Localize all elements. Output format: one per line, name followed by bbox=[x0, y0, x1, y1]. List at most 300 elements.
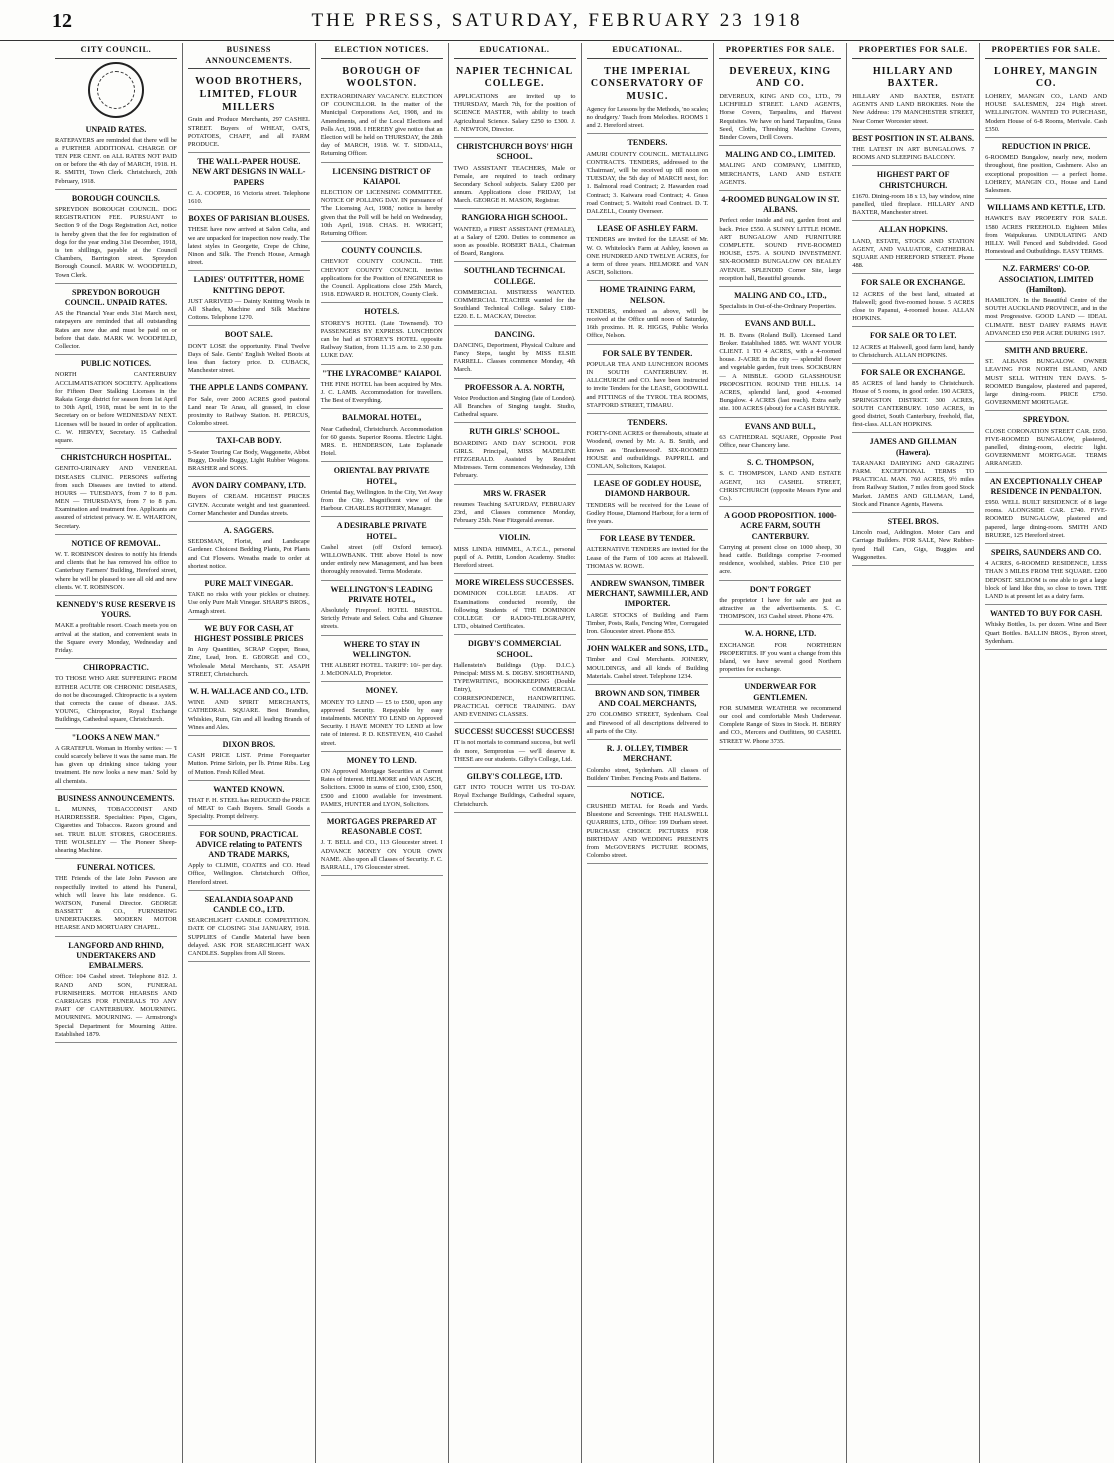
advertisement bbox=[719, 418, 841, 455]
ad-headline: JOHN WALKER and SONS, LTD., bbox=[586, 644, 709, 654]
advertisement bbox=[587, 220, 709, 281]
advertisement bbox=[587, 740, 709, 787]
advertisement bbox=[454, 529, 576, 574]
ad-headline: N.Z. FARMERS' CO-OP. ASSOCIATION, LIMITED (Hamilton). bbox=[998, 264, 1094, 294]
ad-headline: CHRISTCHURCH BOYS' HIGH SCHOOL. bbox=[456, 142, 573, 162]
ad-body: Specialists in Out-of-the-Ordinary Properties. bbox=[719, 303, 837, 311]
column-heading: CITY COUNCIL. bbox=[55, 45, 177, 59]
advertisement bbox=[55, 190, 177, 284]
advertisement bbox=[985, 199, 1107, 260]
ad-body: S. C. THOMPSON, LAND AND ESTATE AGENT, 163 CASHEL STREET, CHRISTCHURCH (opposite Messrs Fyne and Co.). bbox=[719, 470, 842, 502]
advertisement bbox=[321, 636, 443, 683]
ad-headline: MONEY TO LEND. bbox=[346, 755, 417, 765]
advertisement bbox=[55, 449, 177, 535]
ad-headline: BALMORAL HOTEL, bbox=[342, 413, 422, 423]
ad-headline: DON'T FORGET bbox=[749, 584, 811, 594]
ad-body: £950. WELL BUILT RESIDENCE of 8 large rooms. ALONGSIDE CAR. £740. FIVE-ROOMED BUNGALOW, plastered and papered, large dining-room. SMITH AND BRUERE, 125 Hereford street. bbox=[985, 499, 1107, 539]
ad-body: MISS LINDA HIMMEL, A.T.C.L., personal pupil of A. Pettitt, London Academy. Studio: Hereford street. bbox=[453, 545, 576, 569]
advertisement bbox=[587, 530, 709, 575]
advertisement bbox=[321, 581, 443, 636]
ad-headline: SMITH AND BRUERE. bbox=[1004, 346, 1088, 356]
advertisement bbox=[188, 826, 310, 891]
advertisement bbox=[454, 423, 576, 484]
ad-headline: W. H. WALLACE AND CO., LTD. bbox=[189, 686, 309, 696]
advertisement bbox=[985, 544, 1107, 605]
advertisement bbox=[719, 146, 841, 191]
advertisement bbox=[719, 287, 841, 315]
ad-headline: GILBY'S COLLEGE, LTD. bbox=[466, 771, 563, 781]
ad-body: FORTY-ONE ACRES or thereabouts, situate at Woodend, owned by Mr. A. B. Smith, and known as 'Brackenwood'. SIX-ROOMED HOUSE and outbuildings. PAPPRILL and CONLAN, Solicitors, Kaiapoi. bbox=[586, 430, 709, 470]
ad-headline: CHIROPRACTIC. bbox=[83, 663, 149, 673]
advertisement bbox=[321, 242, 443, 303]
ad-headline: LADIES' OUTFITTER, HOME KNITTING DEPOT. bbox=[193, 275, 305, 295]
page-number: 12 bbox=[52, 10, 72, 32]
ad-headline: FOR SALE BY TENDER. bbox=[602, 348, 693, 358]
ad-headline: PURE MALT VINEGAR. bbox=[204, 578, 294, 588]
advertisement bbox=[55, 937, 177, 1043]
ad-headline: ORIENTAL BAY PRIVATE HOTEL, bbox=[333, 466, 430, 486]
ad-headline: DIGBY'S COMMERCIAL SCHOOL. bbox=[468, 639, 562, 659]
ad-headline: AVON DAIRY COMPANY, LTD. bbox=[191, 481, 306, 491]
advertisement bbox=[188, 736, 310, 781]
advertisement bbox=[985, 260, 1107, 342]
advertisement bbox=[321, 682, 443, 751]
advertisement bbox=[188, 210, 310, 271]
advertisement bbox=[985, 342, 1107, 411]
column-heading: ELECTION NOTICES. bbox=[321, 45, 443, 59]
ad-body: CRUSHED METAL for Roads and Yards. Bluestone and Screenings. THE HALSWELL QUARRIES, LTD., Office: 199 Durham street. PURCHASE CHOICE PICTURES FOR BIRTHDAY AND WEDDING PRESENTS from McGOVERN'S PICTURE ROOMS, Colombo street. bbox=[586, 803, 709, 860]
ad-body: Carrying at present close on 1000 sheep, 30 head cattle. Buildings comprise 7-roomed residence, woolshed, stables. Price £10 per acre. bbox=[719, 543, 842, 576]
advertisement bbox=[587, 787, 709, 865]
ad-headline: WELLINGTON'S LEADING PRIVATE HOTEL, bbox=[330, 584, 433, 604]
ad-body: AMURI COUNTY COUNCIL. METALLING CONTRACTS. TENDERS, addressed to the 'Chairman', will be received up till noon on TUESDAY, the 5th day of MARCH next, for: 1. Balmoral road Contract; 2. Hawarden road Contract; 3. Kaiwara road Contract; 4. Grass road Contract; 5. Waitohi road Contract. D. T. DALZELL, County Overseer. bbox=[586, 150, 709, 215]
ad-body: HILLARY AND BAXTER, ESTATE AGENTS AND LAND BROKERS. Note the New Address: 179 MANCHESTER STREET, Near Corner Worcester street. bbox=[852, 93, 975, 125]
advertisement bbox=[55, 859, 177, 937]
ad-headline: MALING AND CO., LIMITED. bbox=[725, 150, 836, 160]
ad-body: A GRATEFUL Woman in Hornby writes: — 'I could scarcely believe it was the same man. He has given up drinking since taking your treatment. He now looks a new man.' Sold by all chemists. bbox=[55, 744, 177, 785]
ad-body: CHEVIOT COUNTY COUNCIL. THE CHEVIOT COUNTY COUNCIL invites applications for the Position of ENGINEER to the Council. Applications close 25th March, 1918. EDWARD R. HOLTON, County Clerk. bbox=[320, 258, 443, 299]
advertisement bbox=[321, 303, 443, 364]
ad-headline: FOR SALE OR EXCHANGE. bbox=[861, 278, 966, 288]
ad-body: Absolutely Fireproof. HOTEL BRISTOL. Strictly Private and Select. Cuba and Ghuznee streets. bbox=[320, 607, 443, 631]
ad-body: Voice Production and Singing (late of London). All Branches of Singing taught. Studio, Cathedral square. bbox=[453, 394, 576, 419]
ad-headline: LOHREY, MANGIN CO. bbox=[993, 65, 1099, 90]
ad-headline: KENNEDY'S RUSE RESERVE IS YOURS. bbox=[56, 600, 176, 620]
ad-body: TWO ASSISTANT TEACHERS, Male or Female, are required to teach ordinary Secondary School subjects. Salary £200 per annum. Applications close FRIDAY, 1st March. GEORGE H. MASON, Registrar. bbox=[453, 164, 576, 205]
ad-headline: AN EXCEPTIONALLY CHEAP RESIDENCE IN PENDALTON. bbox=[989, 476, 1103, 496]
ad-body: Whisky Bottles, 1s. per dozen. Wine and Beer Quart Bottles. BALLIN BROS., Byron street, Sydenham. bbox=[985, 621, 1107, 645]
advertisement bbox=[985, 62, 1107, 139]
masthead bbox=[0, 0, 1114, 41]
advertisement bbox=[188, 620, 310, 683]
ad-body: AS the Financial Year ends 31st March next, ratepayers are reminded that all outstanding Rates are now due and must be paid on or before that date. MARK W. WOODFIELD, Collector. bbox=[55, 310, 177, 350]
column-heading: BUSINESS ANNOUNCEMENTS. bbox=[188, 45, 310, 69]
ad-body: TARANAKI DAIRYING AND GRAZING FARM. EXCEPTIONAL TERMS TO PRACTICAL MAN. 760 ACRES, 9½ miles from Railway Station, 7 miles from good Stock Market. JAMES AND GILLMAN, Land, Stock and Finance Agents, Hawera. bbox=[852, 459, 975, 508]
advertisement bbox=[55, 355, 177, 449]
ad-body: TO THOSE WHO ARE SUFFERING FROM EITHER ACUTE OR CHRONIC DISEASES, do not be discouraged. Chiropractic is a system that corrects the cause of disease. JAS. YOUNG, Chiropractor, Royal Exchange Buildings, Cathedral square, Christchurch. bbox=[55, 675, 177, 724]
advertisement bbox=[321, 409, 443, 462]
ad-headline: BOXES OF PARISIAN BLOUSES. bbox=[188, 214, 310, 224]
ad-body: CLOSE CORONATION STREET CAR. £650. FIVE-ROOMED BUNGALOW, plastered, panelled, dining-room, electric light. GOVERNMENT MORTGAGE. TERMS ARRANGED. bbox=[985, 427, 1107, 468]
advertisement bbox=[587, 134, 709, 220]
ad-body: MAKE a profitable resort. Coach meets you on arrival at the station, and convenient seats in the Square every Monday, Wednesday and Friday. bbox=[55, 622, 177, 655]
advertisement bbox=[55, 659, 177, 728]
advertisement bbox=[188, 522, 310, 575]
ad-headline: LANGFORD AND RHIND, UNDERTAKERS AND EMBALMERS. bbox=[68, 940, 164, 971]
ad-headline: BROWN AND SON, TIMBER AND COAL MERCHANTS, bbox=[595, 689, 700, 709]
ad-body: JUST ARRIVED — Dainty Knitting Wools in All Shades, Machine and Silk Machine Cottons. Telephone 1270. bbox=[187, 297, 310, 322]
advertisement bbox=[454, 209, 576, 262]
ad-headline: WOOD BROTHERS, LIMITED, FLOUR MILLERS bbox=[195, 76, 303, 113]
ad-body: HAMILTON. In the Beautiful Centre of the SOUTH AUCKLAND PROVINCE, and in the most Progressive. GOOD LAND — IDEAL CLIMATE. BEST DAIRY FARMS HAVE ADVANCED £50 PER ACRE DURING 1917. bbox=[985, 297, 1107, 337]
advertisement bbox=[454, 723, 576, 768]
ad-headline: RANGIORA HIGH SCHOOL. bbox=[461, 213, 568, 223]
ad-body: THAT F. H. STEEL has REDUCED the PRICE of MEAT to Cash Buyers. Small Goods a Speciality. Prompt delivery. bbox=[187, 797, 310, 821]
advertisement bbox=[454, 574, 576, 635]
advertisement bbox=[587, 62, 709, 135]
advertisement bbox=[188, 153, 310, 210]
advertisement bbox=[188, 891, 310, 962]
ad-headline: HIGHEST PART OF CHRISTCHURCH. bbox=[876, 170, 950, 190]
ad-body: Hallenstein's Buildings (Upp. D.I.C.). Principal: MISS M. S. DIGBY. SHORTHAND, TYPEWRITING, BOOKKEEPING (Double Entry), COMMERCIAL CORRESPONDENCE, HANDWRITING. PRACTICAL OFFICE TRAINING. DAY AND EVENING CLASSES. bbox=[453, 661, 576, 718]
column-heading: PROPERTIES FOR SALE. bbox=[985, 45, 1107, 59]
ad-headline: SPREYDON. bbox=[1023, 415, 1070, 425]
ad-body: Grain and Produce Merchants, 297 CASHEL STREET. Buyers of WHEAT, OATS, POTATOES, CHAFF, and all FARM PRODUCE. bbox=[187, 116, 310, 148]
column-3 bbox=[316, 43, 449, 1463]
ad-body: THESE have now arrived at Salon Celia, and we are unpacked for inspection now ready. The latest styles in Georgette, Crepe de Chine, Ninon and Silk. The French House, Armagh street. bbox=[187, 226, 310, 267]
ad-headline: BOROUGH COUNCILS. bbox=[71, 193, 160, 203]
ad-body: DANCING, Deportment, Physical Culture and Fancy Steps, taught by MISS ELSIE FARRELL. Classes commence Monday, 4th March. bbox=[453, 341, 576, 374]
advertisement bbox=[852, 327, 974, 364]
advertisement bbox=[454, 768, 576, 813]
column-grid bbox=[50, 43, 1112, 1463]
column-heading: EDUCATIONAL. bbox=[587, 45, 709, 59]
ad-body: 63 CATHEDRAL SQUARE, Opposite Post Office, near Chancery lane. bbox=[719, 433, 842, 449]
ad-headline: WE BUY FOR CASH, AT HIGHEST POSSIBLE PRICES bbox=[194, 623, 304, 643]
advertisement bbox=[55, 729, 177, 790]
ad-body: LOHREY, MANGIN CO., LAND AND HOUSE SALESMEN, 224 High street. WELLINGTON. WANTED TO PURCHASE, Modern House of 6-8 Rooms, Merivale. Cash £350. bbox=[985, 93, 1107, 133]
ad-body: C. A. COOPER, 16 Victoria street. Telephone 1610. bbox=[187, 189, 310, 206]
ad-body: 12 ACRES of the best land, situated at Halswell; good five-roomed house. 5 ACRES close to Papanui, 4-roomed house. ALLAN HOPKINS. bbox=[852, 290, 975, 323]
advertisement bbox=[321, 163, 443, 243]
ad-headline: A. SAGGERS. bbox=[223, 525, 274, 535]
column-heading: PROPERTIES FOR SALE. bbox=[719, 45, 841, 59]
ad-headline: UNPAID RATES. bbox=[85, 124, 147, 134]
ad-headline: WANTED KNOWN. bbox=[213, 784, 285, 794]
column-7 bbox=[847, 43, 980, 1463]
ad-body: LAND, ESTATE, STOCK AND STATION AGENT, AND VALUATOR, CATHEDRAL SQUARE AND HEREFORD STREET. Phone 488. bbox=[852, 237, 975, 270]
ad-headline: FOR SOUND, PRACTICAL ADVICE relating to PATENTS AND TRADE MARKS, bbox=[195, 829, 303, 860]
ad-body: ST. ALBANS BUNGALOW. OWNER LEAVING FOR NORTH ISLAND, AND MUST SELL WITHIN TEN DAYS. 5-ROOMED Bungalow, plastered and papered, large dining-room. PRICE £750. GOVERNMENT MORTGAGE. bbox=[985, 358, 1107, 407]
ad-headline: FOR LEASE BY TENDER. bbox=[599, 534, 695, 544]
ad-headline: UNDERWEAR FOR GENTLEMEN. bbox=[744, 682, 817, 702]
ad-body: 4 ACRES, 6-ROOMED RESIDENCE, LESS THAN 3 MILES FROM THE SQUARE. £200 DEPOSIT. SELDOM is one able to get a large block of land like this, so close to town. THE LAND is at present let as a dairy farm. bbox=[985, 560, 1107, 600]
column-5 bbox=[582, 43, 715, 1463]
ad-headline: ANDREW SWANSON, TIMBER MERCHANT, SAWMILLER, AND IMPORTER. bbox=[586, 578, 709, 609]
advertisement bbox=[55, 596, 177, 659]
advertisement bbox=[321, 62, 443, 163]
advertisement bbox=[852, 166, 974, 221]
ad-headline: A GOOD PROPOSITION. 1000-ACRE FARM, SOUTH CANTERBURY. bbox=[724, 511, 837, 541]
ad-body: WANTED, a FIRST ASSISTANT (FEMALE), at a Salary of £200. Duties to commence as soon as possible. ROBERT BALL, Chairman of Board, Rangiora. bbox=[453, 225, 576, 258]
advertisement bbox=[321, 752, 443, 813]
advertisement bbox=[188, 432, 310, 477]
ad-headline: STEEL BROS. bbox=[887, 517, 939, 527]
ad-headline: MALING AND CO., LTD., bbox=[734, 290, 827, 300]
ad-body: DEVEREUX, KING AND CO., LTD., 79 LICHFIELD STREET. LAND AGENTS, Horse Covers, Tarpaulins, and Harvest Requisites. We have on hand Tarpaulins, Grass Seed, Cloths, Threshing Machine Covers, Binder Covers, Drill Covers. bbox=[719, 93, 842, 142]
ad-headline: HOME TRAINING FARM, NELSON. bbox=[599, 285, 696, 305]
advertisement bbox=[188, 326, 310, 379]
ad-headline: SUCCESS! SUCCESS! SUCCESS! bbox=[454, 727, 575, 737]
ad-body: H. B. Evans (Roland Bull). Licensed Land Broker. Established 1885. WE WANT YOUR CLIENT. 1 TO 4 ACRES, with a 4-roomed house. J-ACRE in the city — splendid flower and vegetable garden, fruit trees. SOCKBURN — A NIBBLE. GOOD GLASSHOUSE PROPOSITION. ROUND THE HILLS. 14 ACRES, splendid land, good 4-roomed Bungalow. 4 ACRES (last reach). Extra early site. 100 ACRES (about) for a CASH BUYER. bbox=[719, 331, 842, 413]
ad-body: £1670. Dining-room 18 x 13, bay window, nine panelled, tiled fireplace. HILLARY AND BAXTER, Manchester street. bbox=[852, 192, 975, 217]
ad-headline: RUTH GIRLS' SCHOOL. bbox=[469, 427, 560, 437]
ad-body: TENDERS, endorsed as above, will be received at the Office until noon of Saturday, 16th proximo. H. R. HIGGS, Public Works Office, Nelson. bbox=[586, 307, 709, 340]
ad-body: MALING AND COMPANY, LIMITED, MERCHANTS, LAND AND ESTATE AGENTS. bbox=[719, 162, 842, 186]
column-2 bbox=[183, 43, 316, 1463]
column-8 bbox=[980, 43, 1112, 1463]
advertisement bbox=[55, 121, 177, 190]
ad-headline: REDUCTION IN PRICE. bbox=[1001, 142, 1091, 152]
ad-headline: R. J. OLLEY, TIMBER MERCHANT. bbox=[606, 744, 689, 764]
ad-headline: NOTICE OF REMOVAL. bbox=[71, 538, 161, 548]
ad-headline: TENDERS. bbox=[627, 138, 668, 148]
advertisement bbox=[587, 475, 709, 530]
advertisement bbox=[587, 414, 709, 475]
column-1 bbox=[50, 43, 183, 1463]
ad-headline: PROFESSOR A. A. NORTH, bbox=[464, 382, 565, 392]
column-4 bbox=[449, 43, 582, 1463]
ad-body: DON'T LOSE the opportunity. Final Twelve Days of Sale. Gents' English Welted Boots at less than factory price. D. CUBACK, Manchester street. bbox=[187, 342, 310, 375]
advertisement bbox=[719, 625, 841, 678]
ad-headline: MRS W. FRASER bbox=[483, 488, 547, 498]
ad-body: NORTH CANTERBURY ACCLIMATISATION SOCIETY. Applications for Fifteen Deer Stalking Licenses in the Rakaia Gorge district for season from 1st April to 30th April, 1918, must be sent in to the Secretary on or before WEDNESDAY NEXT. Licenses will be issued in order of application. C. W. HERVEY, Secretary. 15 Cathedral square. bbox=[55, 371, 177, 444]
ad-headline: WANTED TO BUY FOR CASH. bbox=[990, 609, 1103, 619]
ad-body: EXTRAORDINARY VACANCY. ELECTION OF COUNCILLOR. In the matter of the Municipal Corporations Act, 1908, and its Amendments, and of the Local Elections and Polls Act, 1908. I HEREBY give notice that an Election will be held on THURSDAY, the 28th day of MARCH, 1918. W. T. SIDDALL, Returning Officer. bbox=[320, 93, 443, 158]
ad-body: THE FINE HOTEL has been acquired by Mrs. J. C. LAMB. Accommodation for travellers. The Best of Everything. bbox=[320, 380, 443, 405]
city-council-seal-icon bbox=[88, 62, 144, 118]
ad-headline: SPEIRS, SAUNDERS AND CO. bbox=[991, 547, 1102, 557]
ad-headline: "THE LYRACOMBE" KAIAPOI. bbox=[322, 368, 442, 378]
ad-body: TENDERS are invited for the LEASE of Mr. W. O. Whitelock's Farm at Ashley, known as ONE HUNDRED AND TWELVE ACRES, for a term of three years. HELMORE and VAN ASCH, Solicitors. bbox=[586, 236, 709, 277]
ad-headline: NOTICE. bbox=[630, 790, 665, 800]
column-6 bbox=[714, 43, 847, 1463]
ad-headline: THE WALL-PAPER HOUSE. NEW ART DESIGNS IN WALL-PAPERS bbox=[192, 157, 306, 187]
ad-headline: FOR SALE OR EXCHANGE. bbox=[861, 368, 966, 378]
ad-body: ALTERNATIVE TENDERS are invited for the Lease of the Farm of 100 acres at Halswell. THOMAS W. ROWE. bbox=[586, 546, 709, 570]
ad-headline: EVANS AND BULL. bbox=[744, 319, 816, 329]
advertisement bbox=[985, 605, 1107, 650]
ad-headline: WHERE TO STAY IN WELLINGTON. bbox=[343, 639, 420, 659]
advertisement bbox=[719, 191, 841, 287]
ad-headline: HOTELS. bbox=[364, 307, 400, 317]
advertisement bbox=[321, 517, 443, 580]
advertisement bbox=[719, 454, 841, 507]
advertisement bbox=[719, 581, 841, 626]
ad-headline: BOROUGH OF WOOLSTON. bbox=[342, 65, 421, 90]
advertisement bbox=[587, 575, 709, 640]
advertisement bbox=[587, 685, 709, 740]
ad-headline: THE APPLE LANDS COMPANY. bbox=[189, 383, 308, 393]
advertisement bbox=[719, 315, 841, 417]
ad-headline: PUBLIC NOTICES. bbox=[80, 359, 152, 369]
ad-body: W. T. ROBINSON desires to notify his friends and clients that he has removed his office to Canterbury Farmers' Building, Hereford street, where he will be pleased to see all old and new clients. W. T. ROBINSON. bbox=[55, 551, 177, 591]
advertisement bbox=[587, 345, 709, 414]
ad-body: TAKE no risks with your pickles or chutney. Use only Pure Malt Vinegar. SHARP'S BROS., Armagh street. bbox=[187, 591, 310, 615]
ad-body: STOREY'S HOTEL (Late Townsend). TO PASSENGERS BY EXPRESS. LUNCHEON can be had at STOREY'S HOTEL opposite Railway Station, from 11.15 a.m. to 2.30 p.m. LUKE DAY. bbox=[320, 319, 443, 360]
advertisement bbox=[719, 62, 841, 147]
ad-headline: JAMES AND GILLMAN (Hawera). bbox=[869, 437, 957, 457]
ad-headline: WILLIAMS AND KETTLE, LTD. bbox=[986, 203, 1106, 213]
ad-headline: LEASE OF GODLEY HOUSE, DIAMOND HARBOUR. bbox=[593, 479, 702, 499]
advertisement bbox=[188, 271, 310, 326]
advertisement bbox=[55, 790, 177, 859]
ad-headline: DANCING. bbox=[494, 329, 535, 339]
advertisement bbox=[719, 678, 841, 749]
advertisement bbox=[188, 781, 310, 826]
ad-body: SEARCHLIGHT CANDLE COMPETITION. DATE OF CLOSING 31st JANUARY, 1918. SUPPLIES of Candle Material have been delayed. ASK FOR SEARCHLIGHT WAX CANDLES. Supplies from All Stores. bbox=[187, 917, 310, 958]
ad-headline: FUNERAL NOTICES. bbox=[76, 863, 156, 873]
ad-headline: MORTGAGES PREPARED AT REASONABLE COST. bbox=[326, 816, 437, 837]
advertisement bbox=[587, 281, 709, 344]
ad-body: IT is not mortals to command success, but we'll do more, Sempronius — we'll deserve it. THESE are our students. Gilby's College, Ltd. bbox=[453, 739, 576, 763]
advertisement bbox=[454, 635, 576, 723]
ad-headline: A DESIRABLE PRIVATE HOTEL. bbox=[336, 521, 427, 541]
ad-body: 270 COLOMBO STREET, Sydenham. Coal and Firewood of all descriptions delivered to all parts of the City. bbox=[586, 711, 709, 735]
ad-headline: CHRISTCHURCH HOSPITAL. bbox=[60, 453, 172, 463]
ad-headline: SEALANDIA SOAP AND CANDLE CO., LTD. bbox=[204, 894, 294, 915]
ad-body: In Any Quantities, SCRAP Copper, Brass, Zinc, Lead, Iron. E. GEORGE and CO., Wholesale Metal Merchants, ST. ASAPH STREET, Christchurch. bbox=[187, 646, 310, 678]
ad-headline: VIOLIN. bbox=[498, 533, 531, 543]
ad-body: HAWKE'S BAY PROPERTY FOR SALE. 1580 ACRES FREEHOLD. Eighteen Miles from Waipukurau. UNDULATING AND HILLY. Well Fenced and Subdivided. Good Homestead and Outbuildings. EASY TERMS. bbox=[985, 215, 1107, 256]
column-heading: PROPERTIES FOR SALE. bbox=[852, 45, 974, 59]
ad-body: CASH PRICE LIST. Prime Forequarter Mutton. Prime Sirloin, per lb. Prime Ribs. Leg of Mutton. Fresh Killed Meat. bbox=[187, 752, 310, 776]
ad-body: COMMERCIAL MISTRESS WANTED. COMMERCIAL TEACHER wanted for the Southland Technical College. Salary £180-£220. E. L. MACKAY, Director. bbox=[453, 288, 576, 321]
ad-body: 85 ACRES of land handy to Christchurch. House of 5 rooms, in good order. 190 ACRES, SPRINGSTON DISTRICT. 300 ACRES, SOUTH CANTERBURY. 1050 ACRES, in good district, South Canterbury, freehold, flat, first-class. ALLAN HOPKINS. bbox=[852, 380, 975, 429]
ad-headline: THE IMPERIAL CONSERVATORY OF MUSIC. bbox=[590, 65, 704, 103]
masthead-title: THE PRESS, SATURDAY, FEBRUARY 23 1918 bbox=[311, 10, 803, 31]
advertisement bbox=[321, 365, 443, 410]
ad-body: Agency for Lessons by the Methods, 'no scales; no drudgery.' Teach from Melodies. ROOMS 1 and 2. Hereford street. bbox=[586, 105, 709, 130]
ad-headline: DEVEREUX, KING AND CO. bbox=[729, 65, 832, 90]
ad-body: Oriental Bay, Wellington. In the City, Yet Away from the City. Magnificent view of the Harbour. CHARLES ROTHERY, Manager. bbox=[320, 488, 443, 513]
ad-headline: 4-ROOMED BUNGALOW IN ST. ALBANS. bbox=[721, 195, 840, 215]
ad-headline: HILLARY AND BAXTER. bbox=[872, 65, 954, 90]
ad-body: resumes Teaching SATURDAY, FEBRUARY 23rd, and Classes commence Monday, February 25th. Near Fitzgerald avenue. bbox=[453, 500, 576, 525]
ad-body: ELECTION OF LICENSING COMMITTEE. NOTICE OF POLLING DAY. IN pursuance of 'The Licensing Act, 1908,' notice is hereby given that the Poll will be held on Wednesday, 10th April, 1918. CHAS. H. WRIGHT, Returning Officer. bbox=[320, 189, 443, 237]
ad-headline: "LOOKS A NEW MAN." bbox=[71, 732, 161, 742]
column-heading: EDUCATIONAL. bbox=[454, 45, 576, 59]
advertisement bbox=[852, 364, 974, 433]
advertisement bbox=[852, 221, 974, 274]
ad-headline: NAPIER TECHNICAL COLLEGE. bbox=[455, 65, 574, 90]
ad-body: Buyers of CREAM. HIGHEST PRICES GIVEN. Accurate weight and test guaranteed. Corner Manchester and Dundas streets. bbox=[187, 493, 310, 517]
advertisement bbox=[985, 411, 1107, 472]
ad-headline: SOUTHLAND TECHNICAL COLLEGE. bbox=[464, 266, 566, 286]
advertisement bbox=[188, 575, 310, 620]
advertisement bbox=[852, 62, 974, 130]
ad-body: Timber and Coal Merchants. JOINERY, MOULDINGS, and all kinds of Building Materials. Cashel street. Telephone 1234. bbox=[586, 656, 709, 680]
advertisement bbox=[985, 138, 1107, 199]
ad-body: THE LATEST IN ART BUNGALOWS. 7 ROOMS AND SLEEPING BALCONY. bbox=[852, 146, 975, 162]
ad-body: DOMINION COLLEGE LEADS. AT Examinations conducted recently, the following Students of THE DOMINION COLLEGE OF RADIO-TELEGRAPHY, LTD., obtained Certificates. bbox=[453, 590, 576, 631]
ad-body: Apply to CLIMIE, COATES and CO. Head Office, Wellington. Christchurch Office, Hereford street. bbox=[187, 862, 310, 886]
advertisement bbox=[321, 813, 443, 876]
ad-headline: DIXON BROS. bbox=[222, 739, 276, 749]
ad-body: SEEDSMAN, Florist, and Landscape Gardener. Choicest Bedding Plants, Pot Plants and Cut Flowers. Wreaths made to order at shortest notice. bbox=[187, 538, 310, 570]
ad-body: For Sale, over 2000 ACRES good pastoral Land near Te Anau, all grassed, in close proximity to Railway Station. H. PERCUS, Colombo street. bbox=[187, 395, 310, 428]
ad-headline: MONEY. bbox=[365, 686, 398, 696]
ad-body: WINE AND SPIRIT MERCHANTS, CATHEDRAL SQUARE. Best Brandies, Whiskies, Rum, Gin and all leading Brands of Wines and Ales. bbox=[187, 699, 310, 731]
ad-body: ON Approved Mortgage Securities at Current Rates of Interest. HELMORE and VAN ASCH, Solicitors. £3000 in sums of £100, £300, £500, £500 and £1000 available for investment. PAMES, HUNTER and LYON, Solicitors. bbox=[320, 768, 443, 808]
advertisement bbox=[454, 62, 576, 139]
ad-body: THE Friends of the late John Pawson are respectfully invited to attend his Funeral, which will leave his late residence. G. WATSON, Funeral Director. GEORGE BASSETT & CO., FURNISHING UNDERTAKERS. MODERN MOTOR HEARSE AND MORTUARY CHAPEL. bbox=[55, 875, 177, 932]
advertisement bbox=[188, 477, 310, 522]
advertisement bbox=[852, 274, 974, 327]
ad-body: LARGE STOCKS of Building and Farm Timber, Posts, Rails, Fencing Wire, Corrugated Iron. Gloucester street. Phone 853. bbox=[586, 611, 709, 636]
ad-body: TENDERS will be received for the Lease of Godley House, Diamond Harbour, for a term of five years. bbox=[586, 501, 709, 525]
ad-headline: EVANS AND BULL, bbox=[744, 421, 816, 431]
advertisement bbox=[587, 640, 709, 685]
ad-body: FOR SUMMER WEATHER we recommend our cool and comfortable Mesh Underwear. Complete Range of Sizes in Stock. H. BERRY and CO., Mercers and Outfitters, 90 CASHEL STREET W. Phone 3735. bbox=[719, 704, 842, 745]
ad-body: 12 ACRES at Halswell, good farm land, handy to Christchurch. ALLAN HOPKINS. bbox=[852, 343, 975, 359]
ad-body: Near Cathedral, Christchurch. Accommodation for 60 guests. Superior Rooms. Electric Light. MRS. E. HENDERSON, Late Esplanade Hotel. bbox=[320, 425, 443, 458]
ad-body: EXCHANGE FOR NORTHERN PROPERTIES. IF you want a change from this Island, we have several good Northern properties for exchange. bbox=[719, 641, 842, 674]
advertisement bbox=[454, 262, 576, 325]
advertisement bbox=[188, 683, 310, 736]
advertisement bbox=[985, 473, 1107, 544]
advertisement bbox=[719, 507, 841, 580]
ad-body: J. T. BELL and CO., 113 Gloucester street. I ADVANCE MONEY ON YOUR OWN NAME. Also upon all Classes of Security. F. C. BARRALL, 176 Gloucester street. bbox=[320, 839, 443, 871]
ad-body: 5-Seater Touring Car Body, Waggonette, Abbot Buggy, Double Buggy, Light Rubber Wagons. BRASHER and SONS. bbox=[187, 448, 310, 472]
ad-headline: W. A. HORNE, LTD. bbox=[744, 629, 817, 639]
advertisement bbox=[454, 326, 576, 379]
advertisement bbox=[55, 284, 177, 355]
ad-body: POPULAR TEA AND LUNCHEON ROOMS IN SOUTH CANTERBURY. H. ALLCHURCH and CO. have been instructed to invite Tenders for the LEASE, GOODWILL and FITTINGS of the TYROL TEA ROOMS, STAFFORD STREET, TIMARU. bbox=[586, 360, 709, 409]
ad-body: THE ALBERT HOTEL. TARIFF: 10/- per day. J. McDONALD, Proprietor. bbox=[320, 662, 443, 678]
ad-body: RATEPAYERS are reminded that there will be a FURTHER ADDITIONAL CHARGE OF TEN PER CENT. on ALL RATES NOT PAID on or before the 4th day of MARCH, 1918. H. R. SMITH, Town Clerk. Christchurch, 20th February, 1918. bbox=[55, 136, 177, 185]
ad-headline: S. C. THOMPSON, bbox=[746, 458, 814, 468]
ad-headline: BUSINESS ANNOUNCEMENTS. bbox=[57, 793, 175, 803]
ad-body: Perfect order inside and out, garden front and back. Price £550. A SUNNY LITTLE HOME. ART BUNGALOW AND FURNITURE COMPLETE. SOUND FIVE-ROOMED HOUSE, £575. A SOUND INVESTMENT. SIX-ROOMED BUNGALOW ON BEALEY AVENUE. SPLENDID Corner Site, large reception hall, Beautiful grounds. bbox=[719, 217, 842, 282]
advertisement bbox=[852, 130, 974, 167]
ad-headline: FOR SALE OR TO LET. bbox=[869, 331, 957, 341]
ad-body: SPREYDON BOROUGH COUNCIL. DOG REGISTRATION FEE. PURSUANT to Section 9 of the Dogs Registration Act, notice is hereby given that the fee for registration of dogs for the year ending 31st December, 1918, is ten shillings, payable at the Council Chambers, Barrington street. Spreydon Borough Council. MARK W. WOODFIELD, Town Clerk. bbox=[55, 206, 177, 279]
advertisement bbox=[454, 379, 576, 424]
advertisement bbox=[454, 138, 576, 209]
ad-headline: SPREYDON BOROUGH COUNCIL. UNPAID RATES. bbox=[64, 287, 168, 308]
ad-body: Cashel street (off Oxford terrace). WILLOWBANK. THE above Hotel is now under entirely new Management, and has been thoroughly renovated. Terms Moderate. bbox=[320, 543, 443, 576]
ad-body: GENITO-URINARY AND VENEREAL DISEASES CLINIC. PERSONS suffering from such Diseases are invited to attend. HOURS — TUESDAYS, from 7 to 8 p.m. MEN — THURSDAYS, from 7 to 8 p.m. Examination and treatment free. Applicants are assured of strictest privacy. W. E. WHARTON, Secretary. bbox=[55, 465, 177, 530]
ad-headline: BEST POSITION IN ST. ALBANS. bbox=[852, 133, 974, 143]
ad-headline: TENDERS. bbox=[627, 417, 668, 427]
ad-body: GET INTO TOUCH WITH US TO-DAY. Royal Exchange Buildings, Cathedral square, Christchurch. bbox=[453, 784, 576, 808]
ad-headline: LICENSING DISTRICT OF KAIAPOI. bbox=[332, 166, 431, 186]
ad-headline: ALLAN HOPKINS. bbox=[878, 225, 948, 235]
ad-headline: TAXI-CAB BODY. bbox=[216, 436, 282, 446]
ad-body: BOARDING AND DAY SCHOOL FOR GIRLS. Principal, MISS MADELINE FITZGERALD. Assisted by Resident Mistresses. Term commences Wednesday, 13th February. bbox=[453, 439, 576, 480]
ad-headline: MORE WIRELESS SUCCESSES. bbox=[455, 578, 574, 588]
ad-body: the proprietor I have for sale are just as attractive as the advertisements. S. C. THOMPSON, 163 Cashel street. Phone 476. bbox=[719, 596, 842, 621]
advertisement bbox=[321, 462, 443, 517]
ad-body: Colombo street, Sydenham. All classes of Builders' Timber. Fencing Posts and Battens. bbox=[586, 766, 709, 782]
ad-headline: LEASE OF ASHLEY FARM. bbox=[597, 224, 698, 234]
ad-headline: COUNTY COUNCILS. bbox=[341, 246, 422, 256]
advertisement bbox=[55, 535, 177, 596]
ad-body: APPLICATIONS are invited up to THURSDAY, March 7th, for the position of SCIENCE MASTER, with ability to teach Agricultural Science. Salary £250 to £300. J. E. NEWTON, Director. bbox=[453, 93, 576, 133]
ad-body: 6-ROOMED Bungalow, nearly new, modern throughout, fine position, Cashmere. Also an exceptional proposition — a perfect home. LOHREY, MANGIN CO., House and Land Salesmen. bbox=[985, 154, 1107, 195]
ad-headline: BOOT SALE. bbox=[224, 330, 273, 340]
